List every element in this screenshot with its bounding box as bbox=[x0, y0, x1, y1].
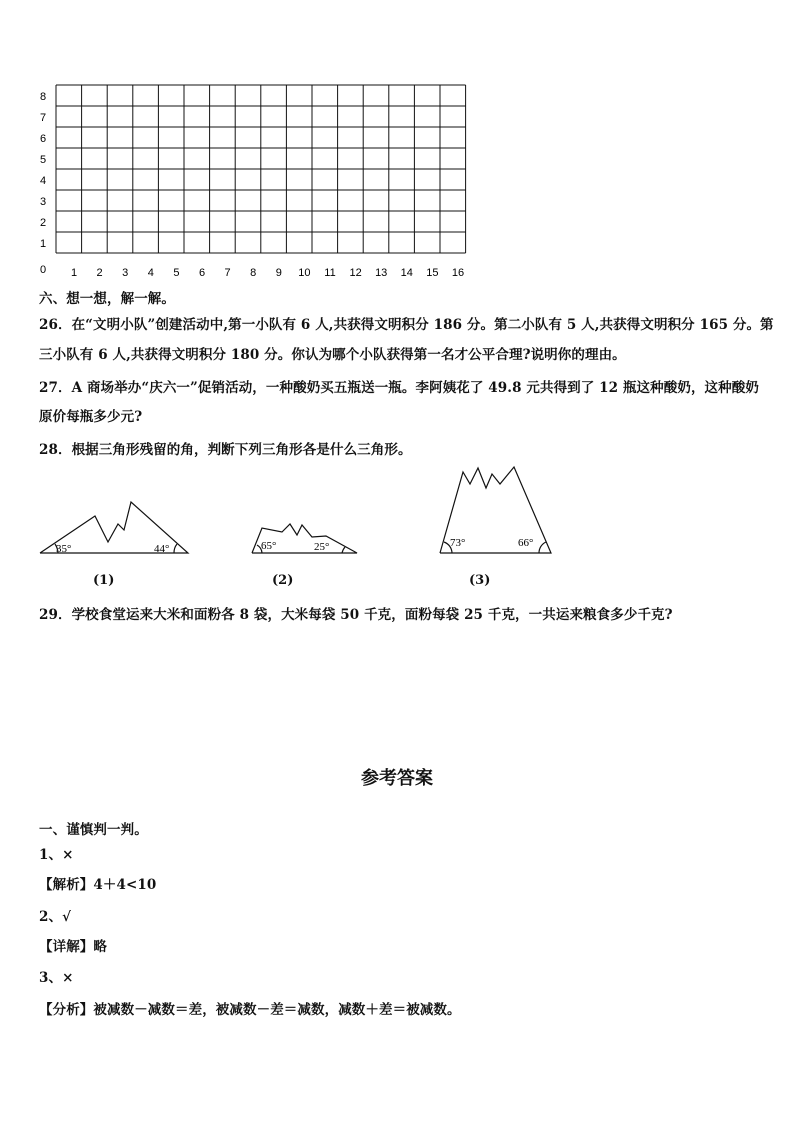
answers-section-1-heading: 一、谨慎判一判。 bbox=[39, 822, 148, 838]
x-axis-tick-label: 9 bbox=[275, 267, 282, 278]
x-axis-tick-label: 1 bbox=[70, 267, 78, 278]
answer-1-analysis: 【解析】4＋4<10 bbox=[39, 877, 157, 893]
x-axis-tick-label: 8 bbox=[250, 267, 257, 278]
triangle-3-label: (3) bbox=[469, 573, 491, 588]
x-axis-tick-label: 2 bbox=[96, 267, 103, 278]
triangle-1-label: (1) bbox=[93, 573, 115, 588]
answer-3: 3、× bbox=[39, 970, 74, 986]
y-axis-tick-label: 5 bbox=[40, 154, 47, 166]
answer-2-detail: 【详解】略 bbox=[39, 939, 107, 955]
answers-title: 参考答案 bbox=[361, 768, 433, 789]
y-axis-tick-label: 4 bbox=[40, 175, 47, 187]
y-axis-tick-label: 0 bbox=[40, 264, 47, 276]
answer-2: 2、√ bbox=[39, 909, 72, 925]
x-axis-tick-label: 10 bbox=[298, 267, 311, 278]
y-axis-tick-label: 8 bbox=[40, 91, 47, 103]
x-axis-tick-label: 16 bbox=[451, 267, 465, 278]
x-axis-tick-label: 7 bbox=[224, 267, 231, 278]
x-axis-tick-label: 15 bbox=[426, 267, 439, 278]
y-axis-tick-label: 3 bbox=[40, 196, 47, 208]
section-six-heading: 六、想一想，解一解。 bbox=[39, 291, 175, 307]
grid-lines bbox=[56, 85, 466, 253]
triangle-2-label: (2) bbox=[272, 573, 294, 588]
coordinate-grid bbox=[30, 78, 480, 278]
x-axis-tick-label: 3 bbox=[122, 267, 129, 278]
question-29: 29．学校食堂运来大米和面粉各 8 袋，大米每袋 50 千克，面粉每袋 25 千克，一共运来粮食多少千克? bbox=[39, 607, 673, 623]
answer-3-analysis: 【分析】被减数－减数＝差，被减数－差＝减数，减数＋差＝被减数。 bbox=[39, 1002, 461, 1018]
question-28: 28．根据三角形残留的角，判断下列三角形各是什么三角形。 bbox=[39, 442, 412, 458]
y-axis-tick-label: 2 bbox=[40, 217, 47, 229]
x-axis-tick-label: 6 bbox=[198, 267, 206, 278]
triangle-2-right-angle: 25° bbox=[314, 541, 330, 553]
triangle-1-right-angle: 44° bbox=[154, 543, 170, 555]
x-axis-labels bbox=[71, 267, 464, 278]
x-axis-tick-label: 13 bbox=[375, 267, 388, 278]
triangle-1-left-angle: 35° bbox=[56, 543, 72, 555]
y-axis-tick-label: 6 bbox=[40, 133, 47, 145]
triangle-2-left-angle: 65° bbox=[261, 540, 277, 552]
y-axis-tick-label: 7 bbox=[40, 112, 47, 124]
triangle-3-right-angle: 66° bbox=[518, 537, 534, 549]
question-27-line-1: 27．A 商场举办“庆六一”促销活动，一种酸奶买五瓶送一瓶。李阿姨花了 49.8 元共得到了 12 瓶这种酸奶，这种酸奶 bbox=[39, 380, 759, 396]
y-axis-labels bbox=[40, 91, 46, 276]
broken-triangles-figure bbox=[0, 460, 600, 570]
x-axis-tick-label: 4 bbox=[147, 267, 154, 278]
x-axis-tick-label: 11 bbox=[324, 267, 336, 278]
answer-1: 1、× bbox=[39, 847, 74, 863]
x-axis-tick-label: 14 bbox=[400, 267, 413, 278]
question-26-line-1: 26．在“文明小队”创建活动中,第一小队有 6 人,共获得文明积分 186 分。第二小队有 5 人,共获得文明积分 165 分。第 bbox=[39, 317, 774, 333]
question-27-line-2: 原价每瓶多少元? bbox=[39, 409, 143, 425]
y-axis-tick-label: 1 bbox=[40, 238, 47, 250]
x-axis-tick-label: 12 bbox=[349, 267, 362, 278]
question-26-line-2: 三小队有 6 人,共获得文明积分 180 分。你认为哪个小队获得第一名才公平合理?说明你的理由。 bbox=[39, 347, 626, 363]
triangle-3-left-angle: 73° bbox=[450, 537, 466, 549]
x-axis-tick-label: 5 bbox=[173, 267, 180, 278]
